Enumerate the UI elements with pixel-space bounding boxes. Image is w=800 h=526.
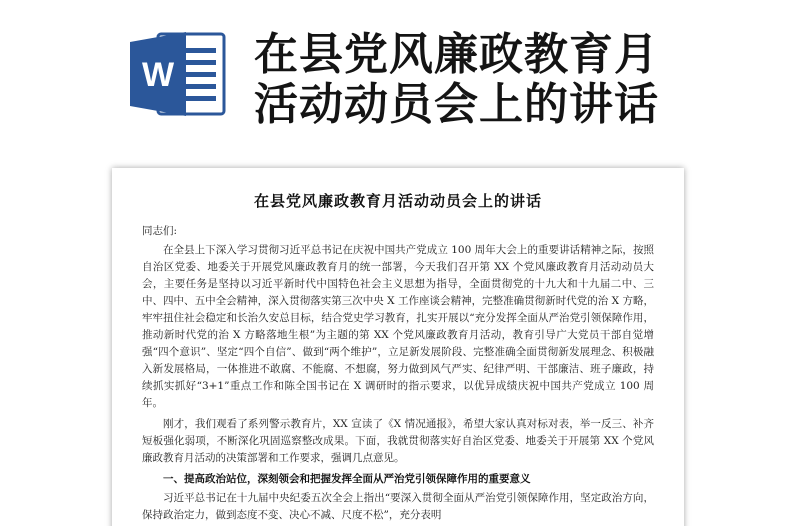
section-heading-1: 一、提高政治站位，深刻领会和把握发挥全面从严治党引领保障作用的重要意义 (163, 473, 531, 485)
paragraph-2: 刚才，我们观看了系列警示教育片，XX 宣读了《X 情况通报》，希望大家认真对标对表，举一反三、补齐短板强化弱项，不断深化巩固巡察整改成果。下面，我就贯彻落实好自治区党委、地委关于开展第 XX 个党风廉政教育月活动的决策部署和工作要求，强调几点意见。 (142, 418, 654, 464)
word-document-icon (128, 28, 228, 120)
paragraph-1: 在全县上下深入学习贯彻习近平总书记在庆祝中国共产党成立 100 周年大会上的重要讲话精神之际，按照自治区党委、地委关于开展党风廉政教育月的统一部署，今天我们召开第 XX 个党风廉政教育月活动动员大会，主要任务是坚持以习近平新时代中国特色社会主义思想为指导，全面贯彻党的十九大和十九届二中、三中、四中、五中全会精神，深入贯彻落实第三次中央 X 工作座谈会精神，完整准确贯彻新时代党的治 X 方略，牢牢扭住社会稳定和长治久安总目标，结合党史学习教育，扎实开展以“充分发挥全面从严治党引领保障作用，推动新时代党的治 X 方略落地生根”为主题的第 XX 个党风廉政教育月活动，教育引导广大党员干部自觉增强“四个意识”、坚定“四个自信”、做到“两个维护”，立足新发展阶段、完整准确全面贯彻新发展理念、积极融入新发展格局，一体推进不敢腐、不能腐、不想腐，努力做到风气严实、纪律严明、干部廉洁、班子廉政，持续抓实抓好“3+1”重点工作和陈全国书记在 X 调研时的指示要求，以优异成绩庆祝中国共产党成立 100 周年。 (142, 244, 654, 409)
paragraph-3: 习近平总书记在十九届中央纪委五次全会上指出“要深入贯彻全面从严治党引领保障作用，坚定政治方向，保持政治定力，做到态度不变、决心不减、尺度不松”，充分表明 (142, 492, 654, 521)
document-page (112, 168, 684, 526)
word-icon-letter: W (141, 56, 175, 94)
header-banner (0, 0, 800, 160)
page-title (254, 30, 774, 130)
page-title-line-1: 在县党风廉政教育月 (254, 29, 659, 80)
salutation: 同志们: (142, 225, 178, 237)
document-title: 在县党风廉政教育月活动动员会上的讲话 (253, 192, 542, 210)
page-title-line-2: 活动动员会上的讲话 (254, 79, 659, 130)
document-preview-area (0, 160, 800, 526)
